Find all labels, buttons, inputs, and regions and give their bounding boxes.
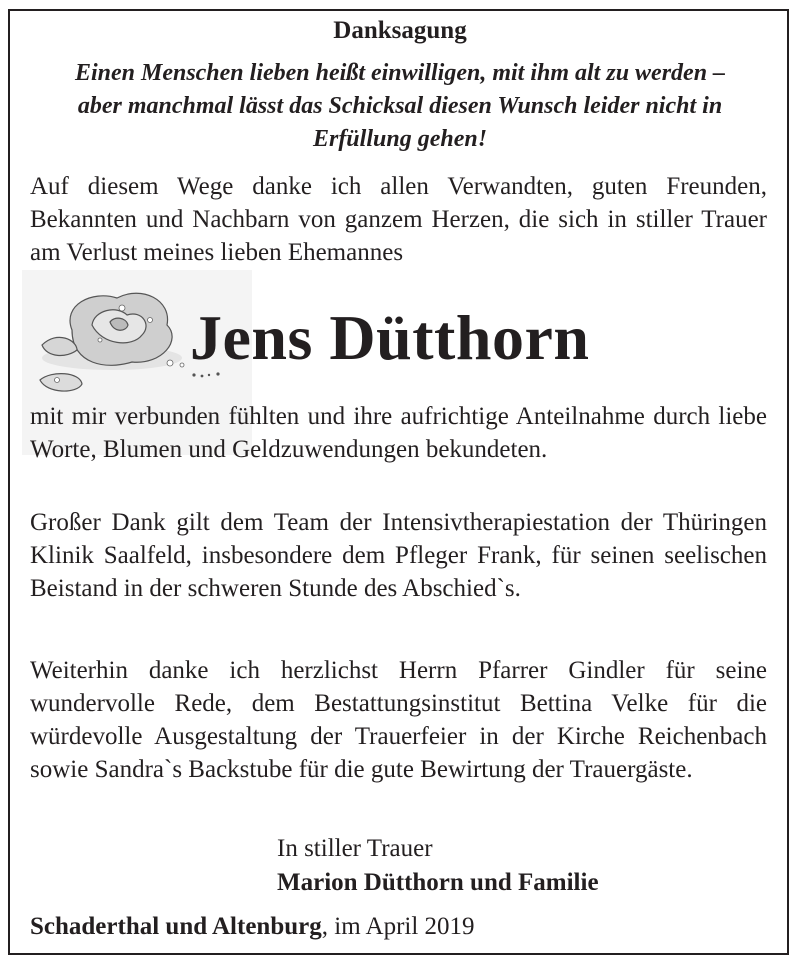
- intro-paragraph: Auf diesem Wege danke ich allen Verwandten, guten Freunden, Bekannten und Nachbarn von ganzem Herzen, die sich in stiller Trauer am Verlust meines lieben Ehemannes: [30, 173, 767, 266]
- signature: Marion Dütthorn und Familie: [277, 869, 599, 896]
- place: Schaderthal und Altenburg: [30, 913, 322, 940]
- clinic-thanks-paragraph: Großer Dank gilt dem Team der Intensivtherapiestation der Thüringen Klinik Saalfeld, insbesondere dem Pfleger Frank, für seinen seelischen Beistand in der schweren Stunde des Abschied`s.: [30, 509, 767, 602]
- date: , im April 2019: [321, 913, 475, 940]
- closing-line: In stiller Trauer: [277, 835, 433, 862]
- further-thanks-paragraph: Weiterhin danke ich herzlichst Herrn Pfarrer Gindler für seine wundervolle Rede, dem Bestattungsinstitut Bettina Velke für die würdevolle Ausgestaltung der Trauerfeier in der Kirche Reichenbach sowie Sandra`s Backstube für die gute Bewirtung der Trauergäste.: [30, 657, 767, 783]
- notice-heading: Danksagung: [333, 17, 467, 44]
- sympathy-paragraph: mit mir verbunden fühlten und ihre aufrichtige Anteilnahme durch liebe Worte, Blumen und Geldzuwendungen bekundeten.: [30, 403, 767, 463]
- motto-line: Erfüllung gehen!: [312, 126, 488, 152]
- motto-quote: [20, 57, 780, 156]
- motto-line: aber manchmal lässt das Schicksal diesen Wunsch leider nicht in: [77, 93, 723, 119]
- place-date-line: [30, 910, 475, 943]
- deceased-name: Jens Dütthorn: [190, 302, 590, 373]
- motto-line: Einen Menschen lieben heißt einwilligen, mit ihm alt zu werden –: [74, 60, 726, 86]
